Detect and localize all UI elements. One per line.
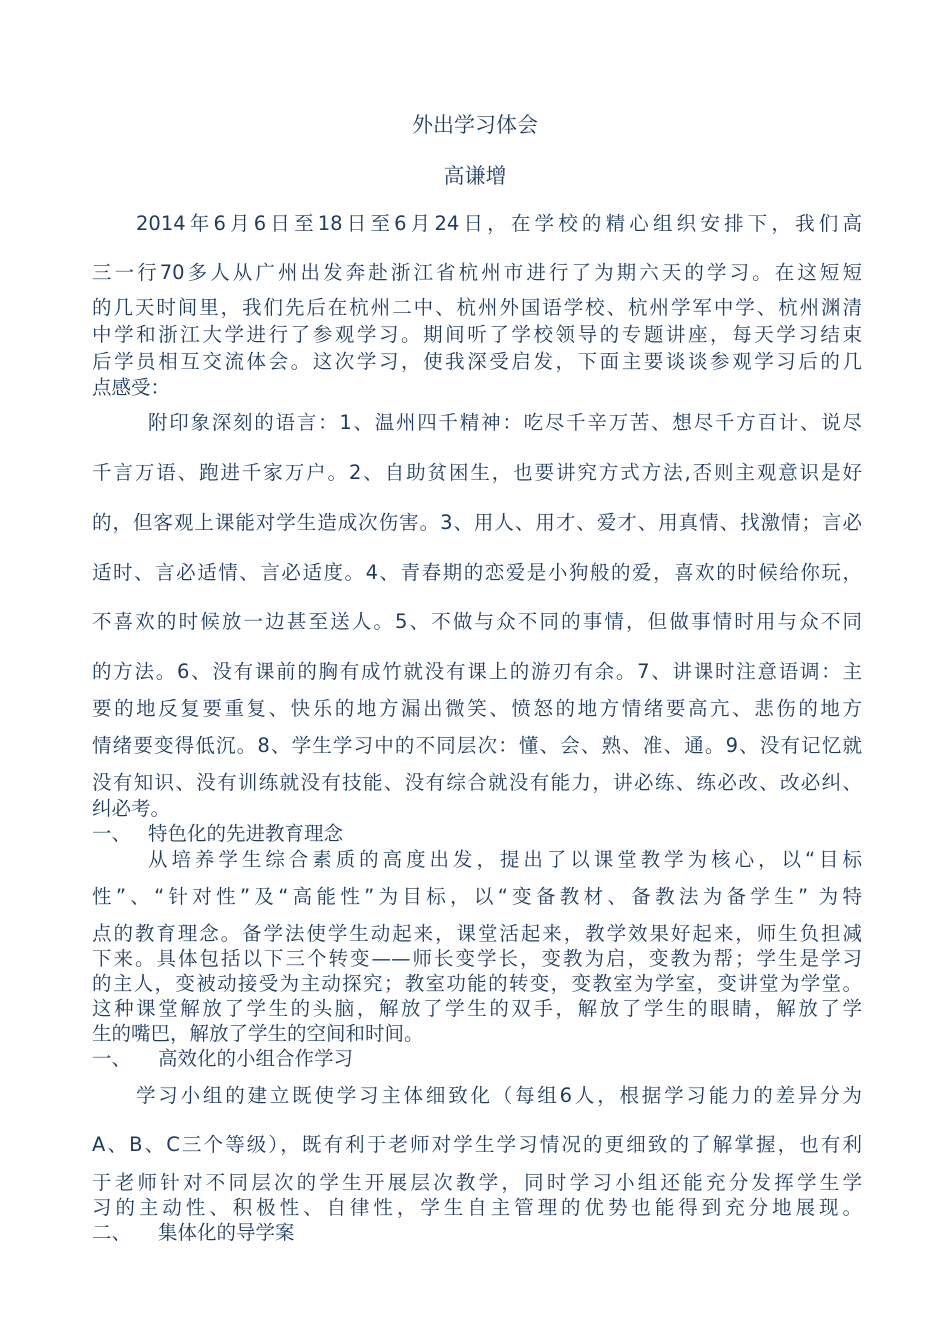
paragraph-line: 后学员相互交流体会。这次学习，使我深受启发，下面主要谈谈参观学习后的几 [92,350,862,373]
paragraph-line: 要的地反复要重复、快乐的地方漏出微笑、愤怒的地方情绪要高亢、悲伤的地方 [92,697,862,720]
paragraph-line: 千言万语、跑进千家万户。2、自助贫困生，也要讲究方式方法,否则主观意识是好 [92,461,862,484]
paragraph-line: 性”、“针对性”及“高能性”为目标，以“变备教材、备教法为备学生” 为特 [92,885,862,908]
section-title: 集体化的导学案 [158,1221,295,1244]
paragraph-line: 下来。具体包括以下三个转变——师长变学长，变教为启，变教为帮；学生是学习 [92,947,862,970]
section-heading [92,1046,862,1072]
document-title: 外出学习体会 [412,113,538,137]
paragraph-line: 的，但客观上课能对学生造成次伤害。3、用人、用才、爱才、用真情、找激情；言必 [92,511,862,534]
section-heading [92,1220,862,1246]
paragraph-line: 学习小组的建立既使学习主体细致化（每组6人，根据学习能力的差异分为 [136,1084,862,1107]
paragraph-line: 这种课堂解放了学生的头脑，解放了学生的双手，解放了学生的眼睛，解放了学 [92,997,862,1020]
section-heading [92,821,862,847]
paragraph-line: 点的教育理念。备学法使学生动起来，课堂活起来，教学效果好起来，师生负担减 [92,922,862,945]
paragraph-line: 适时、言必适情、言必适度。4、青春期的恋爱是小狗般的爱，喜欢的时候给你玩， [92,561,862,584]
paragraph-line: 附印象深刻的语言：1、温州四千精神：吃尽千辛万苦、想尽千方百计、说尽 [148,411,862,434]
paragraph-line: 从培养学生综合素质的高度出发，提出了以课堂教学为核心，以“目标 [148,848,862,871]
paragraph-line: 没有知识、没有训练就没有技能、没有综合就没有能力，讲必练、练必改、改必纠、 [92,771,862,794]
paragraph-line: 情绪要变得低沉。8、学生学习中的不同层次：懂、会、熟、准、通。9、没有记忆就 [92,734,862,757]
paragraph-line: A、B、C三个等级），既有利于老师对学生学习情况的更细致的了解掌握，也有利 [92,1133,862,1156]
paragraph-line: 于老师针对不同层次的学生开展层次教学，同时学习小组还能充分发挥学生学 [92,1171,862,1194]
paragraph-line: 生的嘴巴，解放了学生的空间和时间。 [92,1022,424,1045]
section-title: 高效化的小组合作学习 [158,1047,354,1070]
document-author: 高谦增 [443,164,507,188]
paragraph-line: 的几天时间里，我们先后在杭州二中、杭州外国语学校、杭州学军中学、杭州渊清 [92,296,862,319]
paragraph-line: 三一行70多人从广州出发奔赴浙江省杭州市进行了为期六天的学习。在这短短 [92,261,862,284]
section-number: 一、 [92,822,132,845]
paragraph-line: 纠必考。 [92,797,171,820]
paragraph-line: 不喜欢的时候放一边甚至送人。5、不做与众不同的事情，但做事情时用与众不同 [92,610,862,633]
section-number: 二、 [92,1221,132,1244]
paragraph-line: 的主人，变被动接受为主动探究；教室功能的转变，变教室为学室，变讲堂为学堂。 [92,972,862,995]
section-title: 特色化的先进教育理念 [148,822,344,845]
paragraph-line: 中学和浙江大学进行了参观学习。期间听了学校领导的专题讲座，每天学习结束 [92,323,862,346]
paragraph-line: 点感受： [92,376,171,399]
paragraph-line: 的方法。6、没有课前的胸有成竹就没有课上的游刃有余。7、讲课时注意语调：主 [92,660,862,683]
section-number: 一、 [92,1047,132,1070]
paragraph-line: 习的主动性、积极性、自律性，学生自主管理的优势也能得到充分地展现。 [92,1196,862,1219]
paragraph-line: 2014年6月6日至18日至6月24日，在学校的精心组织安排下，我们高 [136,212,862,235]
